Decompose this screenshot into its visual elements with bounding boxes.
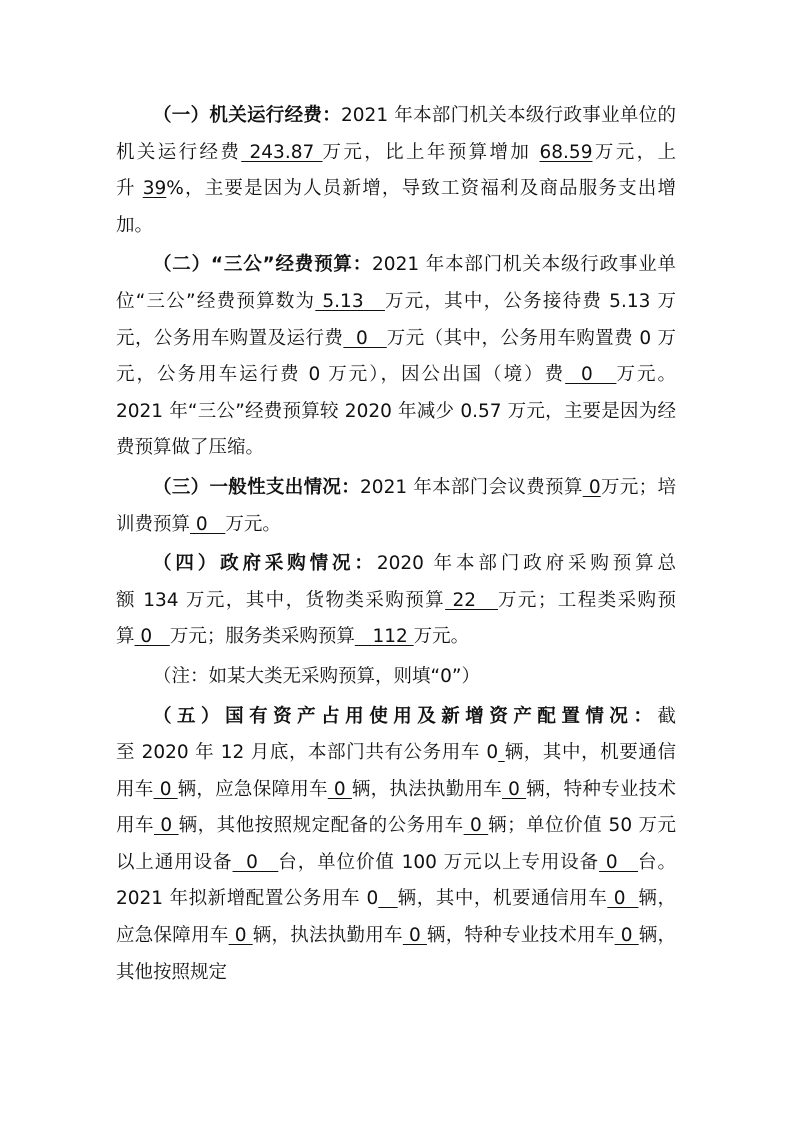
special-vehicles: 0 <box>154 815 179 837</box>
section-heading: （三）一般性支出情况： <box>153 476 361 498</box>
text: 辆，应急保障用车 <box>116 888 676 947</box>
text: 万元（其中，公务用车购置费 0 万元，公务用车运行费 0 万元），因公出国（境）费 <box>116 327 676 386</box>
new-special-vehicles: 0 <box>614 925 639 947</box>
general-equipment: 0 <box>232 851 279 873</box>
text: 台，单位价值 100 万元以上专用设备 <box>278 851 600 873</box>
text: 截至 2020 年 12 月底，本部门共有公务用车 0 <box>116 705 676 764</box>
meeting-budget: 0 <box>582 476 601 498</box>
text: 辆；单位价值 50 万元以上通用设备 <box>116 815 676 873</box>
text: 2021 年本部门机关本级行政事业单位的机关运行经费 <box>116 105 676 163</box>
text: 万元。 <box>413 626 470 648</box>
text: 2021 年本部门机关本级行政事业单位“三公”经费预算数为 <box>116 254 676 312</box>
abroad-expense: 0 <box>565 364 617 386</box>
new-confidential-vehicles: 0 <box>607 888 639 910</box>
new-vehicle-total <box>378 888 397 909</box>
section-procurement <box>116 546 676 656</box>
text: 辆，其他按照规定配备的公务用车 <box>178 815 464 837</box>
works-procurement: 0 <box>134 626 170 648</box>
text: 辆，应急保障用车 <box>177 778 328 800</box>
increase-percent: 39 <box>142 178 167 200</box>
text: 万元，上升 <box>116 141 676 200</box>
emergency-vehicles: 0 <box>327 778 352 800</box>
text: 2020 年本部门政府采购预算总额 134 万元，其中，货物类采购预算 <box>116 553 676 611</box>
section-three-public-expenses <box>116 247 676 467</box>
goods-procurement: 22 <box>445 589 498 611</box>
new-emergency-vehicles: 0 <box>228 925 253 947</box>
section-heading: （一）机关运行经费： <box>153 105 342 126</box>
text: 台。2021 年拟新增配置公务用车 0 <box>116 851 676 910</box>
section-heading: （二）“三公”经费预算： <box>153 254 373 276</box>
services-procurement: 112 <box>354 626 414 648</box>
section-state-assets <box>116 699 676 992</box>
text: %，主要是因为人员新增，导致工资福利及商品服务支出增加。 <box>116 178 676 236</box>
other-vehicles: 0 <box>463 815 489 837</box>
text: 辆，特种专业技术用车 <box>116 778 676 837</box>
text: 万元；服务类采购预算 <box>169 626 355 648</box>
text: 万元。2021 年“三公”经费预算较 2020 年减少 0.57 万元，主要是因为经费预算做了压缩。 <box>116 364 676 459</box>
text: 辆，执法执勤用车 <box>351 778 503 800</box>
text: 辆，其中，机要通信用车 <box>116 742 676 800</box>
procurement-note: （注：如某大类无采购预算，则填“0”） <box>153 665 480 687</box>
operating-expense-amount: 243.87 <box>241 141 323 163</box>
section-heading: （四）政府采购情况： <box>153 553 377 575</box>
increase-amount: 68.59 <box>539 141 593 163</box>
text: 万元；工程类采购预算 <box>116 589 676 648</box>
text: 万元；培训费预算 <box>116 476 676 535</box>
text: 万元。 <box>225 513 281 535</box>
new-enforcement-vehicles: 0 <box>402 925 427 947</box>
special-equipment: 0 <box>599 851 639 873</box>
vehicle-expense: 0 <box>343 327 387 349</box>
enforcement-vehicles: 0 <box>502 778 527 800</box>
document-page <box>116 98 676 991</box>
text: 辆，执法执勤用车 <box>252 925 403 947</box>
section-heading: （五）国有资产占用使用及新增资产配置情况： <box>153 705 658 727</box>
section-general-expenses <box>116 470 676 543</box>
three-public-total: 5.13 <box>315 290 385 312</box>
text: 2021 年本部门会议费预算 <box>360 476 583 498</box>
text: 辆，其中，机要通信用车 <box>397 888 608 910</box>
text: 辆，其他按照规定 <box>116 925 676 983</box>
section-operating-expenses <box>116 98 676 244</box>
text: 辆，特种专业技术用车 <box>426 925 615 947</box>
confidential-vehicles: 0 <box>153 778 178 800</box>
text: 万元，比上年预算增加 <box>322 141 540 163</box>
text: 万元，其中，公务接待费 5.13 万元，公务用车购置及运行费 <box>116 290 676 349</box>
training-budget: 0 <box>190 513 226 535</box>
